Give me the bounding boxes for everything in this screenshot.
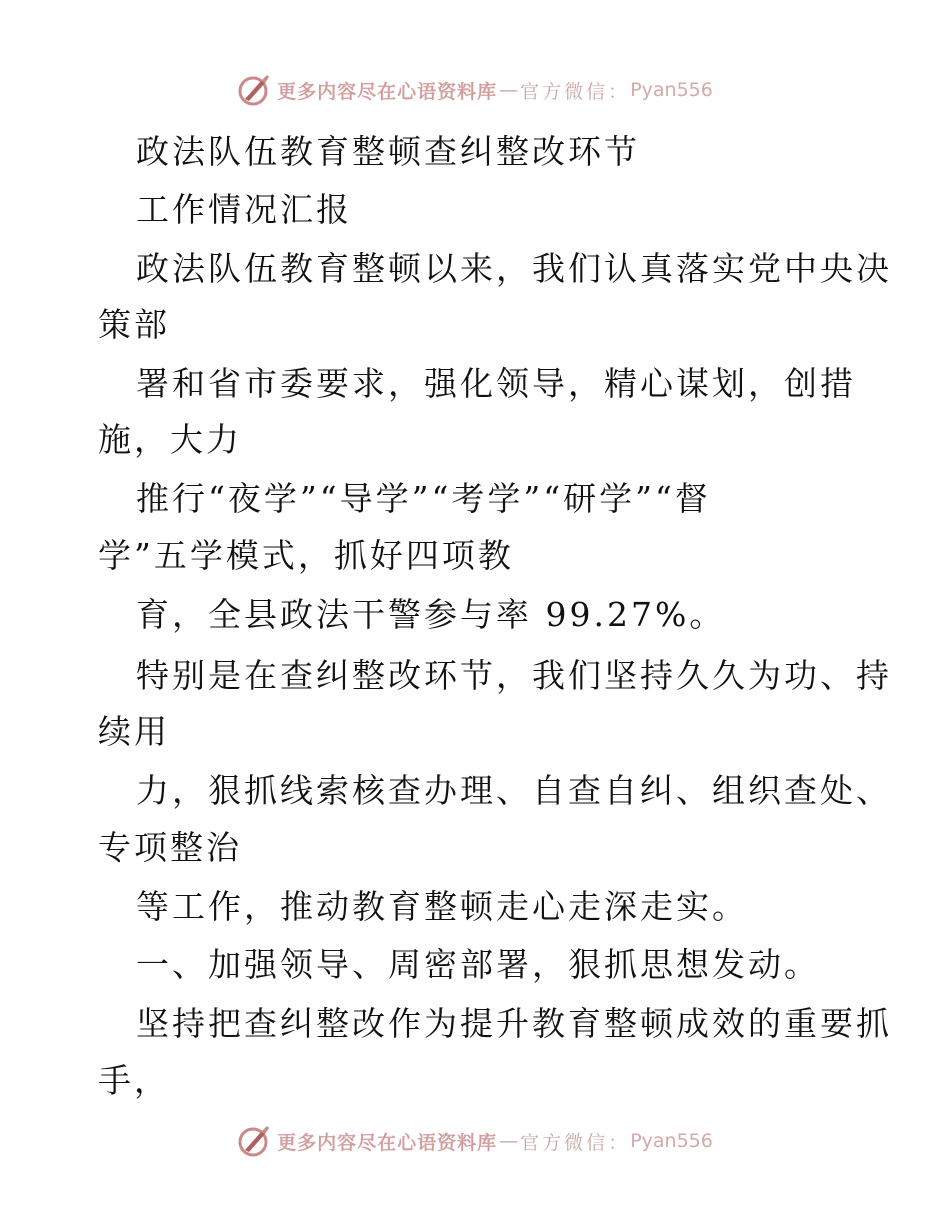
doc-title-line-2: 工作情况汇报 (136, 190, 352, 229)
doc-paragraph-line: 特别是在查纠整改环节，我们坚持久久为功、持 (136, 656, 892, 695)
doc-paragraph-line: 续用 (98, 712, 170, 751)
doc-paragraph-line: 推行“夜学”“导学”“考学”“研学”“督 (136, 479, 711, 518)
doc-paragraph-line: 手， (98, 1061, 170, 1100)
watermark-main-text: 更多内容尽在心语资料库 (277, 80, 498, 103)
watermark-wechat-label: 官方微信： (520, 80, 631, 103)
doc-paragraph-line: 坚持把查纠整改作为提升教育整顿成效的重要抓 (136, 1004, 892, 1043)
watermark-main-text: 更多内容尽在心语资料库 (277, 1131, 498, 1154)
watermark-wechat-label: 官方微信： (520, 1131, 631, 1154)
doc-paragraph-line: 施，大力 (98, 420, 242, 459)
watermark-separator: — (499, 79, 519, 101)
doc-paragraph-line: 策部 (98, 305, 170, 344)
doc-section-heading: 一、加强领导、周密部署，狠抓思想发动。 (136, 945, 820, 984)
watermark-wechat-id: Pyan556 (630, 1130, 713, 1152)
doc-paragraph-line: 育，全县政法干警参与率 99.27%。 (136, 595, 726, 634)
doc-paragraph-line: 力，狠抓线索核查办理、自查自纠、组织查处、 (136, 771, 892, 810)
doc-paragraph-line: 署和省市委要求，强化领导，精心谋划，创措 (136, 364, 856, 403)
doc-title-line-1: 政法队伍教育整顿查纠整改环节 (136, 132, 640, 171)
pen-logo-icon (237, 1124, 271, 1158)
watermark-separator: — (499, 1130, 519, 1152)
watermark-wechat-id: Pyan556 (630, 79, 713, 101)
watermark-banner-top (0, 72, 950, 108)
doc-paragraph-line: 等工作，推动教育整顿走心走深走实。 (136, 887, 748, 926)
doc-paragraph-line: 专项整治 (98, 828, 242, 867)
doc-paragraph-line: 学”五学模式，抓好四项教 (98, 536, 514, 575)
watermark-banner-bottom (0, 1123, 950, 1159)
pen-logo-icon (237, 73, 271, 107)
doc-paragraph-line: 政法队伍教育整顿以来，我们认真落实党中央决 (136, 249, 892, 288)
